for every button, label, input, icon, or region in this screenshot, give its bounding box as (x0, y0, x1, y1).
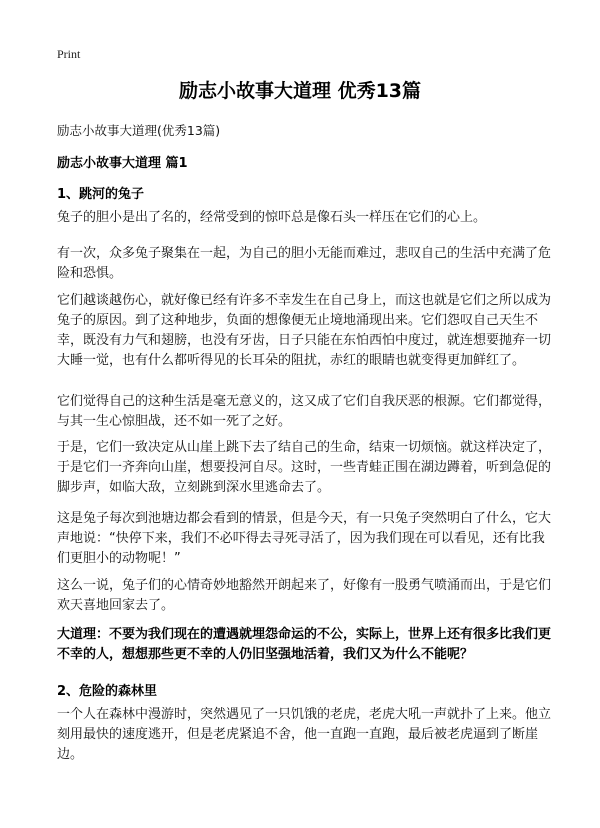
section-title: 励志小故事大道理 篇1 (57, 156, 188, 171)
document-subtitle: 励志小故事大道理(优秀13篇) (57, 123, 221, 138)
paragraph: 这么一说，兔子们的心情奇妙地豁然开朗起来了，好像有一股勇气喷涌而出，于是它们欢天喜地回家去了。 (57, 578, 552, 613)
story-heading-2: 2、危险的森林里 (57, 684, 158, 699)
paragraph: 有一次，众多兔子聚集在一起，为自己的胆小无能而难过，悲叹自己的生活中充满了危险和恐惧。 (57, 246, 552, 281)
paragraph: 一个人在森林中漫游时，突然遇见了一只饥饿的老虎，老虎大吼一声就扑了上来。他立刻用最快的速度逃开，但是老虎紧追不舍，他一直跑一直跑，最后被老虎逼到了断崖边。 (57, 707, 552, 762)
paragraph: 兔子的胆小是出了名的，经常受到的惊吓总是像石头一样压在它们的心上。 (57, 210, 487, 225)
paragraph: 它们觉得自己的这种生活是毫无意义的，这又成了它们自我厌恶的根源。它们都觉得，与其一生心惊胆战，还不如一死了之好。 (57, 394, 552, 429)
paragraph: 于是，它们一致决定从山崖上跳下去了结自己的生命，结束一切烦恼。就这样决定了，于是它们一齐奔向山崖，想要投河自尽。这时，一些青蛙正围在湖边蹲着，听到急促的脚步声，如临大敌，立刻跳到深水里逃命去了。 (57, 440, 552, 495)
paragraph: 这是兔子每次到池塘边都会看到的情景，但是今天，有一只兔子突然明白了什么，它大声地说：“快停下来，我们不必吓得去寻死寻活了，因为我们现在可以看见，还有比我们更胆小的动物呢！” (57, 511, 552, 566)
story-heading-1: 1、跳河的兔子 (57, 187, 145, 202)
print-label: Print (57, 47, 81, 61)
paragraph: 它们越谈越伤心，就好像已经有许多不幸发生在自己身上，而这也就是它们之所以成为兔子的原因。到了这种地步，负面的想像便无止境地涌现出来。它们怨叹自己天生不幸，既没有力气和翅膀，也没有牙齿，日子只能在东怕西怕中度过，就连想要抛弃一切大睡一觉，也有什么都听得见的长耳朵的阻扰，赤红的眼睛也就变得更加鲜红了。 (57, 293, 552, 368)
document-title: 励志小故事大道理 优秀13篇 (178, 80, 422, 102)
moral-text: 大道理：不要为我们现在的遭遇就埋怨命运的不公，实际上，世界上还有很多比我们更不幸的人，想想那些更不幸的人仍旧坚强地活着，我们又为什么不能呢？ (57, 627, 552, 662)
